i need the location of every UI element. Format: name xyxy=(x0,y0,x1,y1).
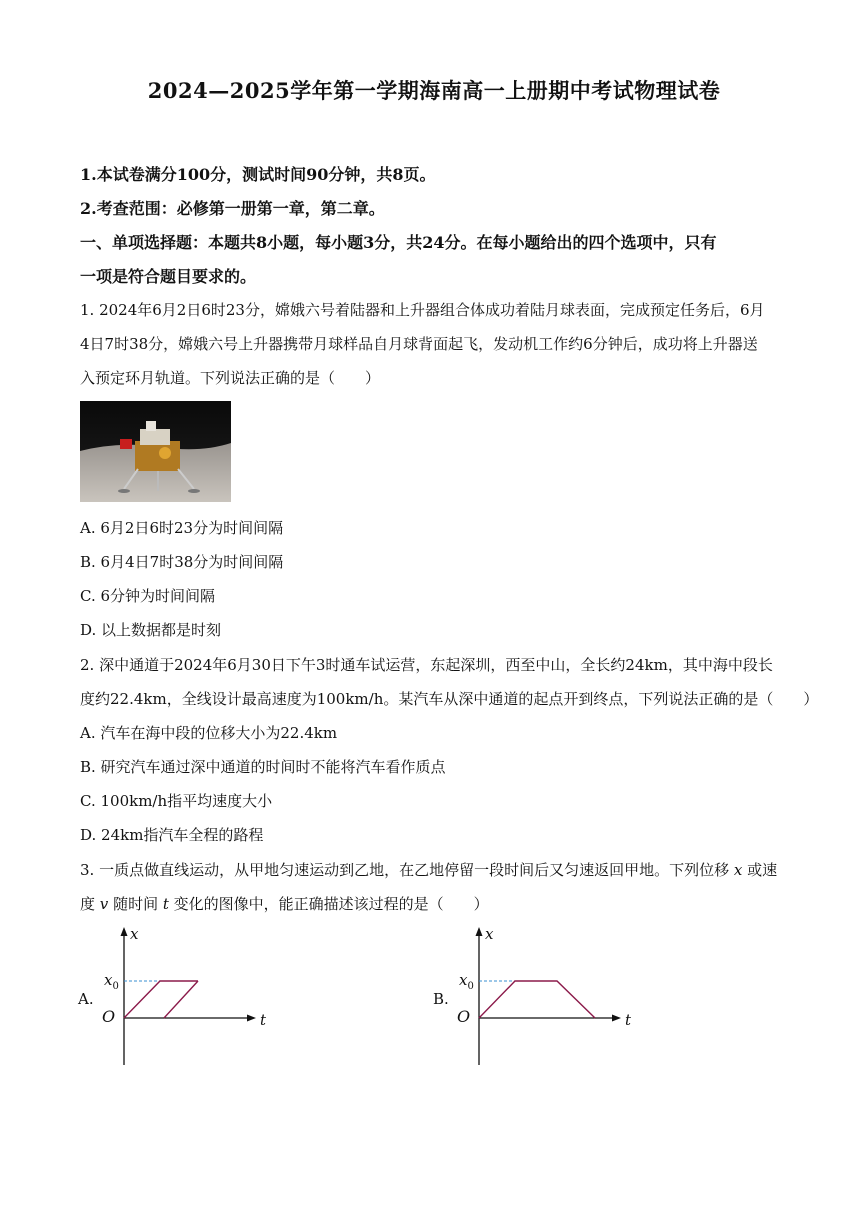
graph-b-x-arrow xyxy=(612,1015,621,1022)
q2-option-c: C. 100km/h指平均速度大小 xyxy=(80,792,273,810)
graph-a-x0-label: $x_0$ xyxy=(104,971,119,992)
graph-a-x-label: t xyxy=(260,1011,267,1029)
q1-option-a: A. 6月2日6时23分为时间间隔 xyxy=(80,519,284,537)
graph-b-y-arrow xyxy=(476,927,483,936)
q1-stem-line2: 4日7时38分，嫦娥六号上升器携带月球样品自月球背面起飞，发动机工作约6分钟后，成功将上升器送 xyxy=(80,335,758,353)
var-x: x xyxy=(733,861,743,879)
section-heading-line1: 一、单项选择题：本题共8小题，每小题3分，共24分。在每小题给出的四个选项中，只有 xyxy=(80,233,717,252)
lander-photo xyxy=(80,401,231,502)
q1-stem-line1: 1. 2024年6月2日6时23分，嫦娥六号着陆器和上升器组合体成功着陆月球表面，完成预定任务后，6月 xyxy=(80,301,765,319)
q2-option-d: D. 24km指汽车全程的路程 xyxy=(80,826,264,844)
var-t: t xyxy=(162,895,169,913)
graph-b xyxy=(433,925,653,1070)
q3-stem-line1: 3. 一质点做直线运动，从甲地匀速运动到乙地，在乙地停留一段时间后又匀速返回甲地。下列位移 x 或速 xyxy=(80,861,778,879)
q2-option-a: A. 汽车在海中段的位移大小为22.4km xyxy=(80,724,338,742)
graph-a-curve-1 xyxy=(124,981,198,1018)
graph-b-y-label: x xyxy=(485,925,494,943)
graph-a-y-label: x xyxy=(130,925,139,943)
graph-a-origin: O xyxy=(102,1007,116,1026)
graph-b-x0-label: $x_0$ xyxy=(459,971,474,992)
q1-option-d: D. 以上数据都是时刻 xyxy=(80,621,222,639)
exam-title: 2024—2025学年第一学期海南高一上册期中考试物理试卷 xyxy=(147,78,721,103)
q2-stem-line1: 2. 深中通道于2024年6月30日下午3时通车试运营，东起深圳，西至中山，全长约24km，其中海中段长 xyxy=(80,656,773,674)
graph-a xyxy=(78,925,278,1070)
graph-a-x-arrow xyxy=(247,1015,256,1022)
q1-stem-line3: 入预定环月轨道。下列说法正确的是（ ） xyxy=(80,369,381,387)
q1-option-c: C. 6分钟为时间间隔 xyxy=(80,587,216,605)
note-2: 2.考查范围：必修第一册第一章，第二章。 xyxy=(80,199,385,218)
q2-option-b: B. 研究汽车通过深中通道的时间时不能将汽车看作质点 xyxy=(80,758,446,776)
graph-b-origin: O xyxy=(457,1007,471,1026)
q1-option-b: B. 6月4日7时38分为时间间隔 xyxy=(80,553,284,571)
section-heading-line2: 一项是符合题目要求的。 xyxy=(80,267,257,286)
q3-stem-line2: 度 v 随时间 t 变化的图像中，能正确描述该过程的是（ ） xyxy=(80,895,489,913)
graph-b-curve xyxy=(479,981,595,1018)
var-v: v xyxy=(99,895,109,913)
note-1: 1.本试卷满分100分，测试时间90分钟，共8页。 xyxy=(80,165,436,184)
graph-a-label: A. xyxy=(78,990,94,1008)
graph-a-curve-2 xyxy=(164,981,198,1018)
graph-a-y-arrow xyxy=(121,927,128,936)
graph-b-label: B. xyxy=(433,990,449,1008)
q2-stem-line2: 度约22.4km，全线设计最高速度为100km/h。某汽车从深中通道的起点开到终点，下列说法正确的是（ ） xyxy=(80,690,819,708)
graph-b-x-label: t xyxy=(625,1011,632,1029)
